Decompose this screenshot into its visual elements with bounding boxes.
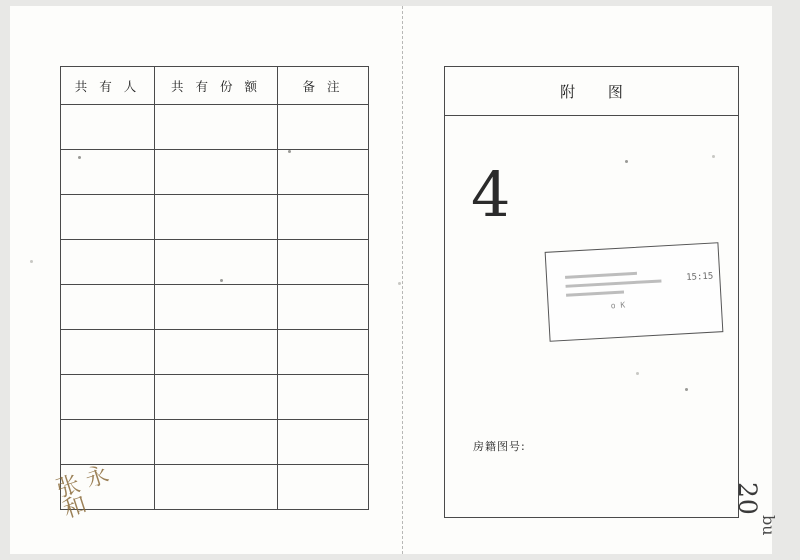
cell-co-owner — [61, 285, 155, 330]
photo-stamp-box — [545, 242, 724, 342]
table-row — [61, 285, 369, 330]
handwritten-signature: 张 永 和 — [53, 461, 113, 524]
cell-share — [155, 195, 278, 240]
redacted-line — [565, 272, 637, 279]
photo-stamp-subcode: o K — [610, 300, 626, 311]
column-header-share: 共 有 份 额 — [155, 67, 278, 105]
cell-share — [155, 105, 278, 150]
table-row — [61, 375, 369, 420]
handwritten-page-mark: bu — [759, 515, 778, 536]
cell-remarks — [278, 420, 369, 465]
table-row — [61, 420, 369, 465]
cell-co-owner — [61, 105, 155, 150]
scan-speck — [288, 150, 291, 153]
cell-remarks — [278, 150, 369, 195]
scan-dust — [398, 282, 401, 285]
scan-speck — [625, 160, 628, 163]
table-row — [61, 240, 369, 285]
page-fold-line — [402, 6, 403, 554]
table-header-row — [61, 67, 369, 105]
cell-share — [155, 465, 278, 510]
cell-remarks — [278, 465, 369, 510]
scan-speck — [220, 279, 223, 282]
table-row — [61, 195, 369, 240]
cell-co-owner — [61, 150, 155, 195]
cell-share — [155, 150, 278, 195]
scan-speck — [78, 156, 81, 159]
co-owner-table — [60, 66, 369, 510]
page-number: 20 — [733, 482, 762, 516]
attachment-figure-title: 附 图 — [445, 67, 738, 116]
cell-remarks — [278, 105, 369, 150]
cell-co-owner — [61, 195, 155, 240]
table-row — [61, 105, 369, 150]
attachment-figure-body — [445, 116, 738, 516]
redacted-line — [566, 291, 624, 297]
cell-share — [155, 375, 278, 420]
cell-remarks — [278, 375, 369, 420]
scan-dust — [712, 155, 715, 158]
column-header-co-owner: 共 有 人 — [61, 67, 155, 105]
cell-share — [155, 420, 278, 465]
redacted-line — [565, 279, 661, 287]
cell-share — [155, 285, 278, 330]
cell-remarks — [278, 330, 369, 375]
photo-stamp-code: 15:15 — [685, 271, 714, 284]
column-header-remarks: 备 注 — [278, 67, 369, 105]
cell-share — [155, 330, 278, 375]
cell-co-owner — [61, 330, 155, 375]
cell-remarks — [278, 240, 369, 285]
map-number-label: 房籍图号: — [473, 440, 526, 453]
table-row — [61, 150, 369, 195]
cell-co-owner — [61, 240, 155, 285]
cell-co-owner — [61, 420, 155, 465]
table-row — [61, 330, 369, 375]
cell-co-owner — [61, 375, 155, 420]
right-page-attachment-figure — [444, 66, 739, 518]
scan-speck — [685, 388, 688, 391]
table-body — [61, 105, 369, 510]
scan-dust — [30, 260, 33, 263]
cell-remarks — [278, 195, 369, 240]
scan-dust — [636, 372, 639, 375]
cell-share — [155, 240, 278, 285]
cell-remarks — [278, 285, 369, 330]
left-page-table-area — [60, 66, 365, 516]
handwritten-drawing-number: 4 — [471, 158, 511, 231]
page-spread — [10, 6, 772, 554]
table-header — [61, 67, 369, 105]
